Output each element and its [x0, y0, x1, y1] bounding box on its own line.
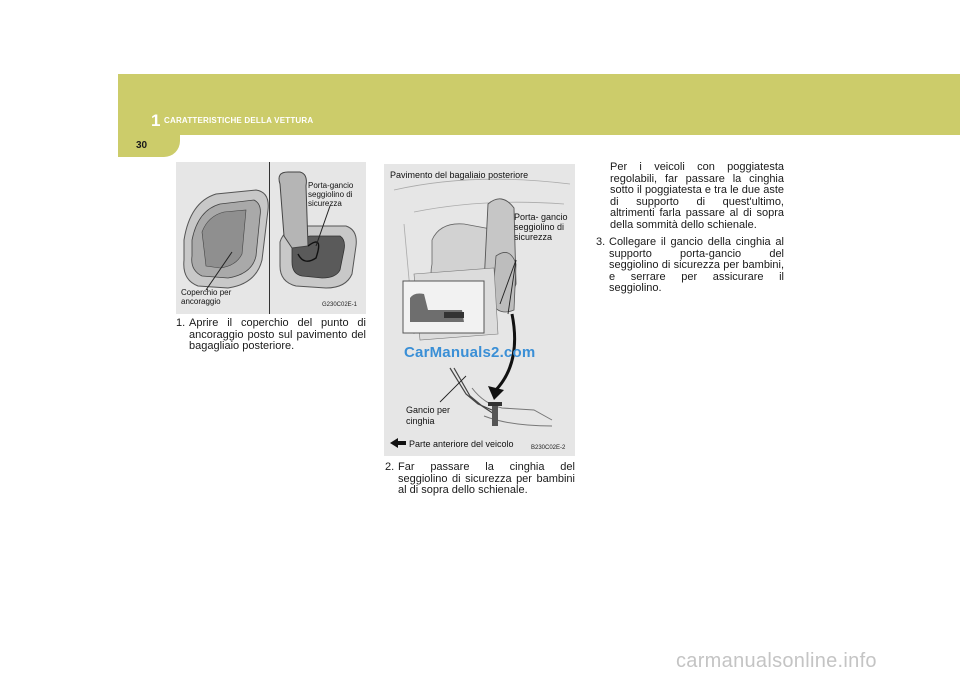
figure-code: B230C02E-2 — [531, 445, 566, 451]
figure-tether-routing — [384, 164, 575, 456]
chapter-title: CARATTERISTICHE DELLA VETTURA — [164, 116, 314, 125]
label-hook-holder: Porta-gancio seggiolino di sicurezza — [308, 181, 354, 208]
step-2 — [385, 462, 575, 497]
figure-anchor-cover — [176, 162, 366, 314]
label-vehicle-front: Parte anteriore del veicolo — [409, 439, 514, 449]
label-hook-holder: Porta- gancio seggiolino di sicurezza — [514, 212, 568, 242]
figure-divider — [269, 162, 270, 314]
step-text: Aprire il coperchio del punto di ancoraggio posto sul pavimento del bagagliaio posteriore. — [189, 317, 366, 353]
label-rear-floor: Pavimento del bagaliaio posteriore — [390, 170, 529, 180]
label-anchor-cover: Coperchio per ancoraggio — [181, 288, 232, 306]
page-number-tab — [118, 135, 180, 157]
headrest-note: Per i veicoli con poggiatesta regolabili, far passare la cinghia sotto il poggiatesta e tra le due aste di supporto di quest'ultimo, altrimenti farla passare al di sopra della sommità dello schienale. — [610, 161, 784, 231]
footer-watermark: carmanualsonline.info — [676, 650, 877, 672]
figure-code: G230C02E-1 — [322, 302, 358, 308]
step-text: Collegare il gancio della cinghia al supporto porta-gancio del seggiolino di sicurezza per bambini, e serrare per assicurare il seggiolino. — [609, 236, 784, 295]
step-text: Far passare la cinghia del seggiolino di sicurezza per bambini al di sopra dello schienale. — [398, 461, 575, 497]
step-3 — [596, 237, 784, 295]
step-number: 3. — [596, 236, 606, 248]
label-strap-hook: Gancio per cinghia — [406, 405, 451, 426]
step-1 — [176, 318, 366, 353]
header-band — [118, 74, 960, 135]
step-number: 2. — [385, 461, 395, 473]
site-watermark: CarManuals2.com — [404, 344, 536, 361]
step-number: 1. — [176, 317, 186, 329]
chapter-number: 1 — [151, 111, 161, 130]
page-number: 30 — [136, 140, 148, 151]
